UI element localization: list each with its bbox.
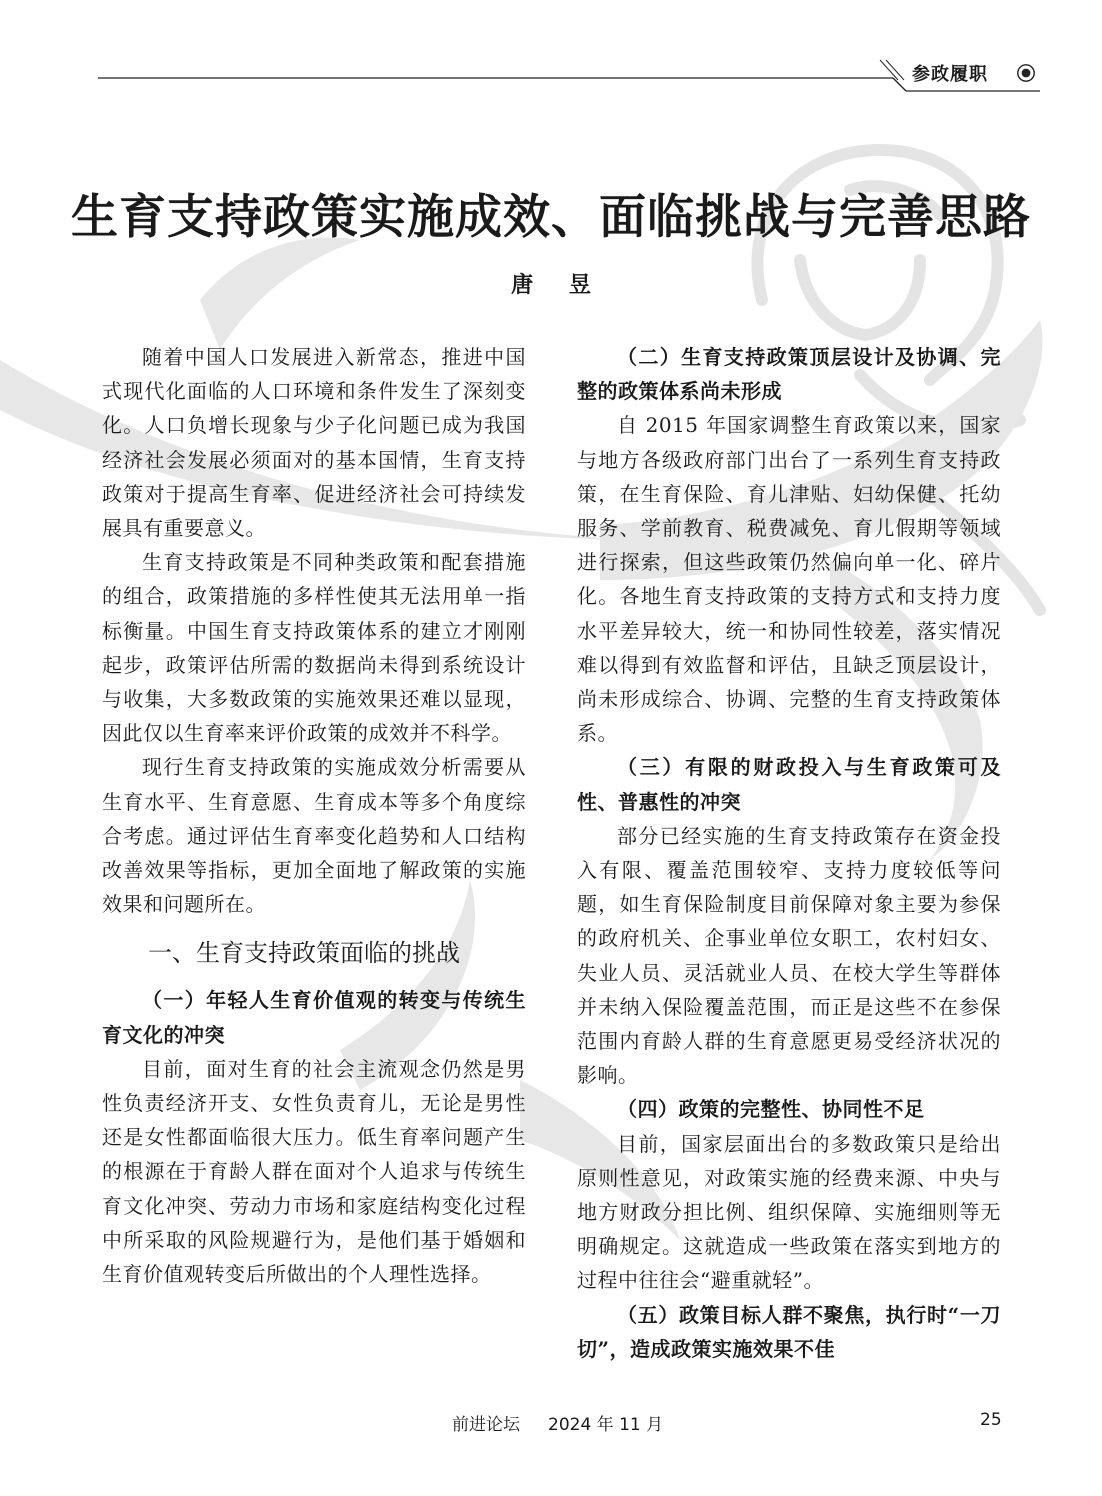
left-column [102, 340, 526, 1291]
footer-date: 2024 年 11 月 [548, 1415, 664, 1435]
subsection-3-body: 部分已经实施的生育支持政策存在资金投入有限、覆盖范围较窄、支持力度较低等问题，如生育保险制度目前保障对象主要为参保的政府机关、企事业单位女职工，农村妇女、失业人员、灵活就业人员、在校大学生等群体并未纳入保险覆盖范围，而正是这些不在参保范围内育龄人群的生育意愿更易受经济状况的影响。 [577, 823, 1001, 1088]
article-title: 生育支持政策实施成效、面临挑战与完善思路 [71, 190, 1031, 245]
page-number: 25 [980, 1410, 1002, 1430]
section-label: 参政履职 [912, 64, 988, 85]
subsection-5-heading: （五）政策目标人群不聚焦，执行时“一刀切”，造成政策实施效果不佳 [577, 1302, 1001, 1361]
right-column [577, 340, 1001, 1366]
section-one-heading: 一、生育支持政策面临的挑战 [148, 939, 460, 968]
author-name: 唐 昱 [511, 273, 605, 298]
subsection-2-heading: （二）生育支持政策顶层设计及协调、完整的政策体系尚未形成 [577, 345, 1001, 404]
subsection-4-heading: （四）政策的完整性、协同性不足 [617, 1097, 925, 1122]
subsection-1-heading: （一）年轻人生育价值观的转变与传统生育文化的冲突 [102, 988, 526, 1047]
subsection-2-body: 自 2015 年国家调整生育政策以来，国家与地方各级政府部门出台了一系列生育支持政策，在生育保险、育儿津贴、妇幼保健、托幼服务、学前教育、税费减免、育儿假期等领域进行探索，但这些政策仍然偏向单一化、碎片化。各地生育支持政策的支持方式和支持力度水平差异较大，统一和协同性较差，落实情况难以得到有效监督和评估，且缺乏顶层设计，尚未形成综合、协调、完整的生育支持政策体系。 [577, 413, 1001, 746]
intro-paragraph-1: 随着中国人口发展进入新常态，推进中国式现代化面临的人口环境和条件发生了深刻变化。人口负增长现象与少子化问题已成为我国经济社会发展必须面对的基本国情，生育支持政策对于提高生育率、促进经济社会可持续发展具有重要意义。 [102, 345, 526, 541]
intro-paragraph-2: 生育支持政策是不同种类政策和配套措施的组合，政策措施的多样性使其无法用单一指标衡量。中国生育支持政策体系的建立才刚刚起步，政策评估所需的数据尚未得到系统设计与收集，大多数政策的实施效果还难以显现，因此仅以生育率来评价政策的成效并不科学。 [102, 550, 526, 746]
subsection-3-heading: （三）有限的财政投入与生育政策可及性、普惠性的冲突 [577, 755, 1001, 814]
intro-paragraph-3: 现行生育支持政策的实施成效分析需要从生育水平、生育意愿、生育成本等多个角度综合考虑。通过评估生育率变化趋势和人口结构改善效果等指标，更加全面地了解政策的实施效果和问题所在。 [102, 755, 526, 917]
subsection-1-body: 目前，面对生育的社会主流观念仍然是男性负责经济开支、女性负责育儿，无论是男性还是女性都面临很大压力。低生育率问题产生的根源在于育龄人群在面对个人追求与传统生育文化冲突、劳动力市场和家庭结构变化过程中所采取的风险规避行为，是他们基于婚姻和生育价值观转变后所做出的个人理性选择。 [102, 1056, 526, 1287]
footer-journal-name: 前进论坛 [452, 1415, 520, 1435]
subsection-4-body: 目前，国家层面出台的多数政策只是给出原则性意见，对政策实施的经费来源、中央与地方财政分担比例、组织保障、实施细则等无明确规定。这就造成一些政策在落实到地方的过程中往往会“避重就轻”。 [577, 1131, 1001, 1293]
target-icon [1016, 63, 1036, 83]
